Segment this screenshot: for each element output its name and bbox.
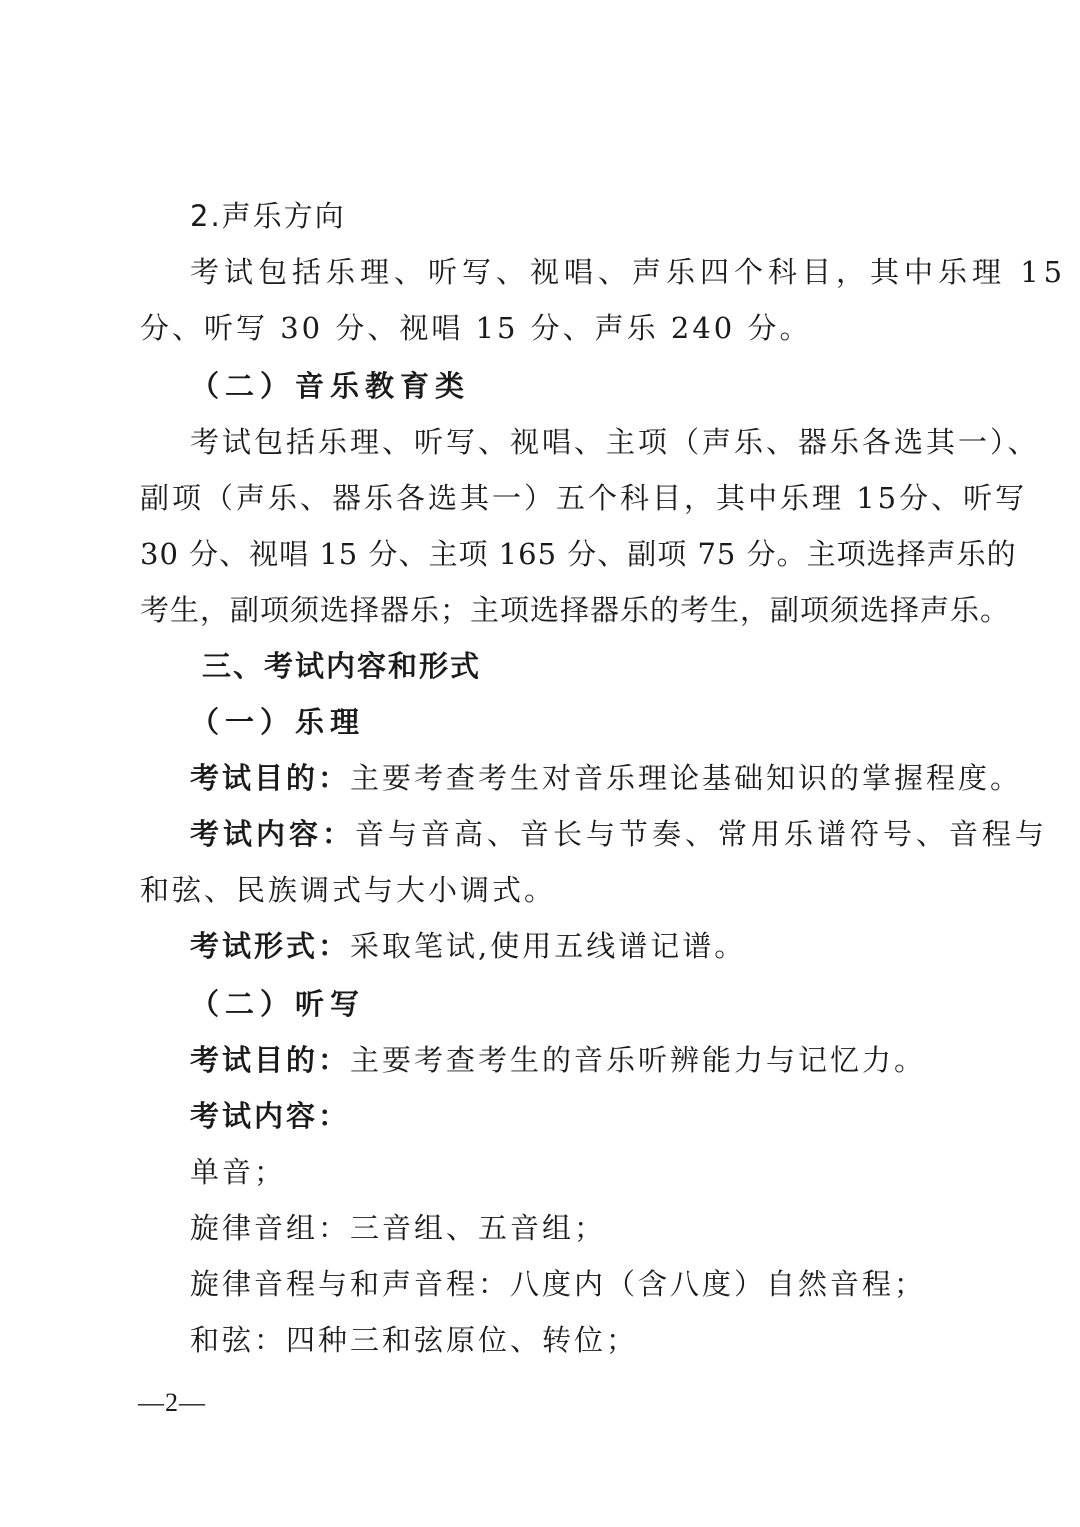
dictation-purpose-text: 主要考查考生的音乐听辨能力与记忆力。 xyxy=(350,1043,927,1077)
theory-content-line-1 xyxy=(190,814,1048,854)
theory-content-line-2: 和弦、民族调式与大小调式。 xyxy=(140,873,557,907)
dictation-purpose-label: 考试目的： xyxy=(190,1043,351,1077)
dictation-heading: （二）听写 xyxy=(190,987,366,1021)
theory-form-label: 考试形式： xyxy=(190,929,351,963)
dictation-item-1: 单音； xyxy=(190,1155,287,1189)
dictation-item-3: 旋律音程与和声音程：八度内（含八度）自然音程； xyxy=(190,1267,927,1301)
education-paragraph-line-2: 副项（声乐、器乐各选其一）五个科目，其中乐理 15分、听写 xyxy=(140,481,1028,515)
theory-heading: （一）乐理 xyxy=(190,705,366,739)
theory-purpose-label: 考试目的： xyxy=(190,761,351,795)
dictation-purpose xyxy=(190,1040,926,1080)
dictation-item-4: 和弦：四种三和弦原位、转位； xyxy=(190,1323,639,1357)
dictation-item-2: 旋律音组：三音组、五音组； xyxy=(190,1211,607,1245)
education-paragraph-line-4: 考生，副项须选择器乐；主项选择器乐的考生，副项须选择声乐。 xyxy=(140,593,1011,627)
page-number: —2— xyxy=(138,1388,206,1417)
education-paragraph-line-3: 30 分、视唱 15 分、主项 165 分、副项 75 分。主项选择声乐的 xyxy=(140,537,1017,571)
theory-content-text-1: 音与音高、音长与节奏、常用乐谱符号、音程与 xyxy=(355,817,1049,851)
education-paragraph-line-1: 考试包括乐理、听写、视唱、主项（声乐、器乐各选其一）、 xyxy=(190,425,1040,459)
theory-content-label: 考试内容： xyxy=(190,817,356,851)
theory-form xyxy=(190,926,746,966)
vocal-heading: 2.声乐方向 xyxy=(190,199,346,233)
section-three-heading: 三、考试内容和形式 xyxy=(202,649,482,683)
theory-purpose-text: 主要考查考生对音乐理论基础知识的掌握程度。 xyxy=(350,761,1023,795)
dictation-content-label: 考试内容： xyxy=(190,1099,351,1133)
theory-form-text: 采取笔试,使用五线谱记谱。 xyxy=(350,929,747,963)
music-education-heading: （二）音乐教育类 xyxy=(190,369,471,403)
vocal-paragraph-line-1: 考试包括乐理、听写、视唱、声乐四个科目，其中乐理 15 xyxy=(190,255,1068,289)
vocal-paragraph-line-2: 分、听写 30 分、视唱 15 分、声乐 240 分。 xyxy=(140,311,812,345)
theory-purpose xyxy=(190,758,1022,798)
